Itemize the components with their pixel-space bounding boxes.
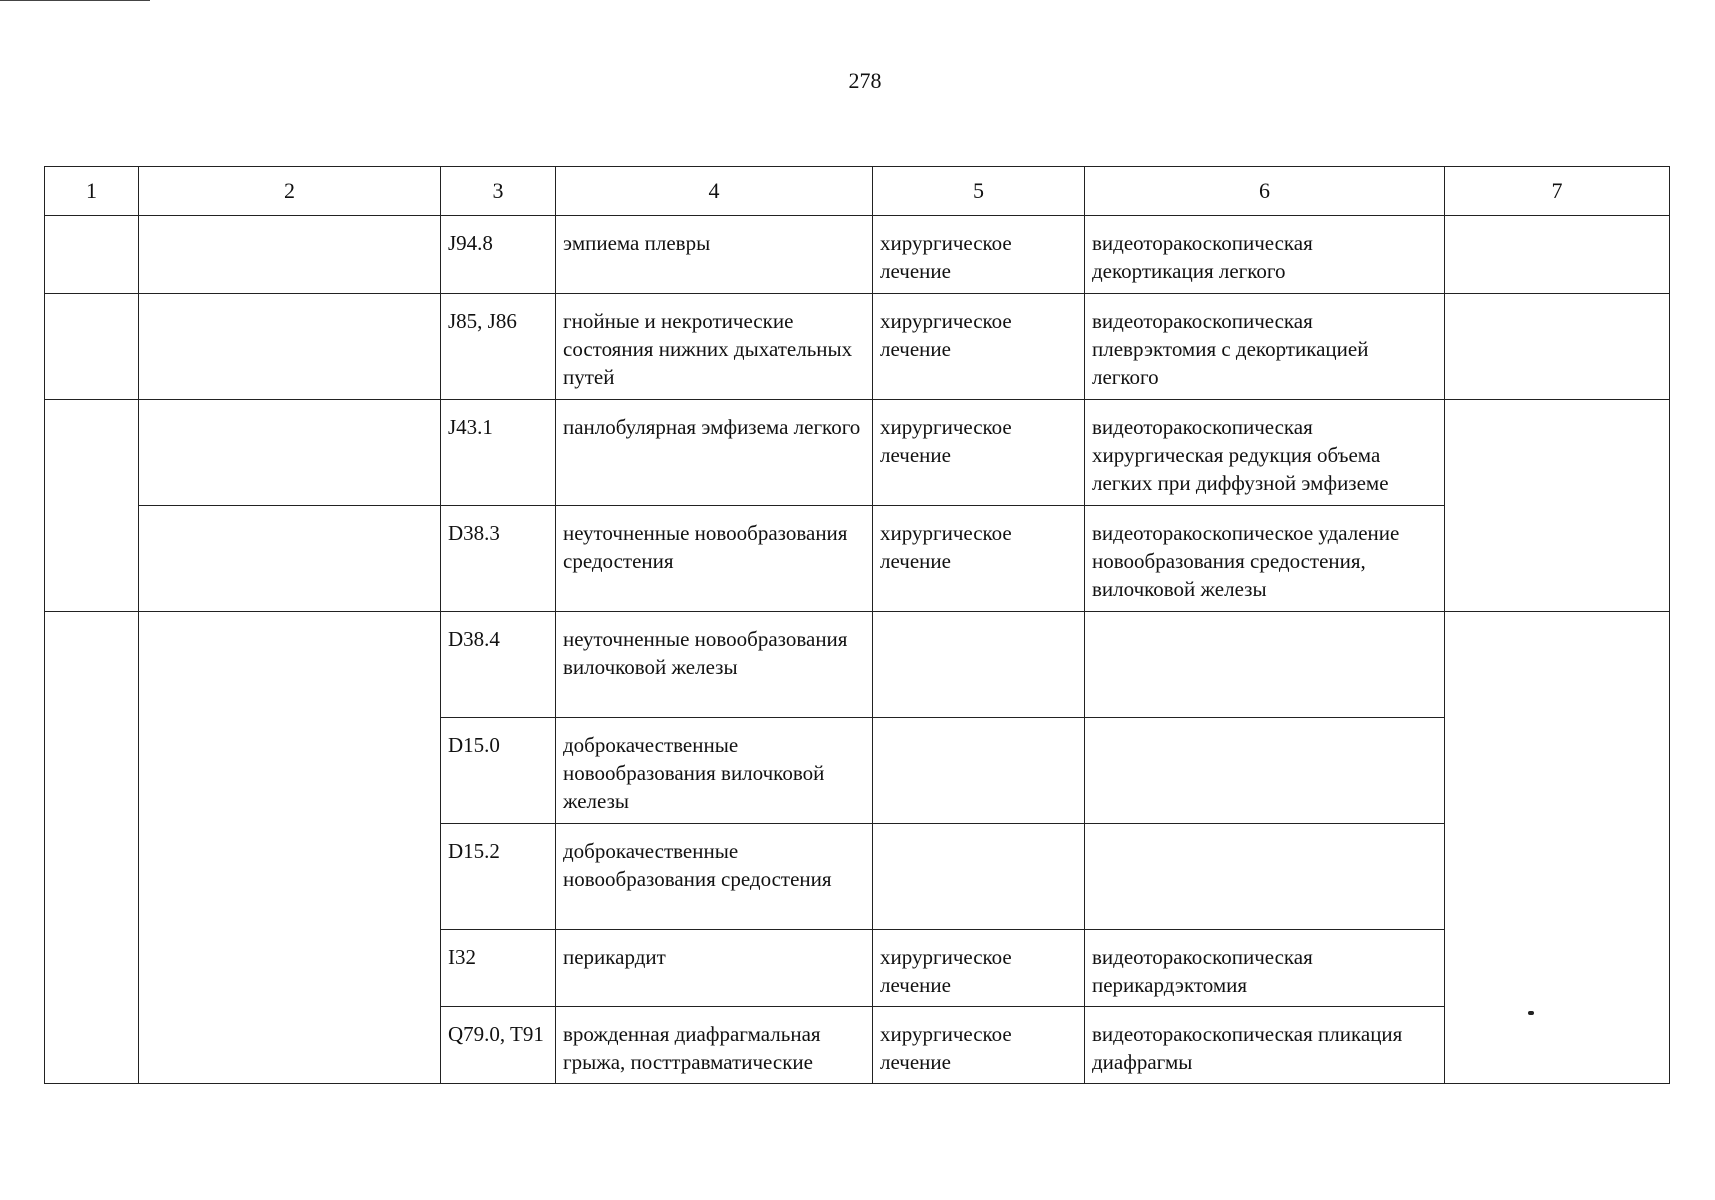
method-cell [1085, 718, 1445, 824]
code-cell: D15.0 [441, 718, 556, 824]
cell-col2 [139, 400, 441, 506]
cell-col7 [1445, 216, 1670, 294]
column-header: 2 [139, 167, 441, 216]
code-cell: J94.8 [441, 216, 556, 294]
table-row [45, 400, 1670, 506]
diagnosis-cell: доброкачественные новообразования средостения [556, 824, 873, 930]
diagnosis-cell: врожденная диафрагмальная грыжа, посттравматические [556, 1007, 873, 1084]
treatment-cell [873, 824, 1085, 930]
scan-edge-line [0, 0, 150, 1]
table-row [45, 216, 1670, 294]
treatment-cell [873, 612, 1085, 718]
code-cell: I32 [441, 930, 556, 1007]
cell-col2 [139, 216, 441, 294]
code-cell: J43.1 [441, 400, 556, 506]
treatment-cell [873, 718, 1085, 824]
diagnosis-cell: панлобулярная эмфизема легкого [556, 400, 873, 506]
code-cell: J85, J86 [441, 294, 556, 400]
method-cell: видеоторакоскопическая хирургическая редукция объема легких при диффузной эмфиземе [1085, 400, 1445, 506]
column-header: 6 [1085, 167, 1445, 216]
diagnosis-cell: перикардит [556, 930, 873, 1007]
cell-col7 [1445, 612, 1670, 1084]
code-cell: Q79.0, T91 [441, 1007, 556, 1084]
cell-col2 [139, 612, 441, 1084]
column-header: 1 [45, 167, 139, 216]
cell-col7 [1445, 400, 1670, 612]
cell-col1 [45, 400, 139, 612]
method-cell: видеоторакоскопическое удаление новообразования средостения, вилочковой железы [1085, 506, 1445, 612]
method-cell: видеоторакоскопическая перикардэктомия [1085, 930, 1445, 1007]
method-cell: видеоторакоскопическая декортикация легкого [1085, 216, 1445, 294]
treatment-cell: хирургическое лечение [873, 216, 1085, 294]
table-header-row [45, 167, 1670, 216]
table-row [45, 506, 1670, 612]
column-header: 4 [556, 167, 873, 216]
code-cell: D38.3 [441, 506, 556, 612]
cell-col1 [45, 612, 139, 1084]
table-row [45, 294, 1670, 400]
page-number: 278 [848, 68, 882, 93]
column-header: 3 [441, 167, 556, 216]
treatment-cell: хирургическое лечение [873, 506, 1085, 612]
column-header: 7 [1445, 167, 1670, 216]
table-row [45, 612, 1670, 718]
treatment-cell: хирургическое лечение [873, 930, 1085, 1007]
treatment-cell: хирургическое лечение [873, 1007, 1085, 1084]
code-cell: D38.4 [441, 612, 556, 718]
column-header: 5 [873, 167, 1085, 216]
scan-mark [1528, 1011, 1534, 1015]
treatment-cell: хирургическое лечение [873, 400, 1085, 506]
cell-col2 [139, 506, 441, 612]
cell-col7 [1445, 294, 1670, 400]
method-cell [1085, 824, 1445, 930]
diagnosis-cell: доброкачественные новообразования вилочковой железы [556, 718, 873, 824]
method-cell: видеоторакоскопическая плеврэктомия с декортикацией легкого [1085, 294, 1445, 400]
treatment-cell: хирургическое лечение [873, 294, 1085, 400]
diagnosis-cell: неуточненные новообразования средостения [556, 506, 873, 612]
diagnosis-cell: эмпиема плевры [556, 216, 873, 294]
diagnosis-cell: гнойные и некротические состояния нижних дыхательных путей [556, 294, 873, 400]
diagnosis-cell: неуточненные новообразования вилочковой железы [556, 612, 873, 718]
cell-col1 [45, 294, 139, 400]
method-cell: видеоторакоскопическая пликация диафрагмы [1085, 1007, 1445, 1084]
cell-col2 [139, 294, 441, 400]
medical-procedures-table [44, 166, 1670, 1084]
method-cell [1085, 612, 1445, 718]
code-cell: D15.2 [441, 824, 556, 930]
cell-col1 [45, 216, 139, 294]
